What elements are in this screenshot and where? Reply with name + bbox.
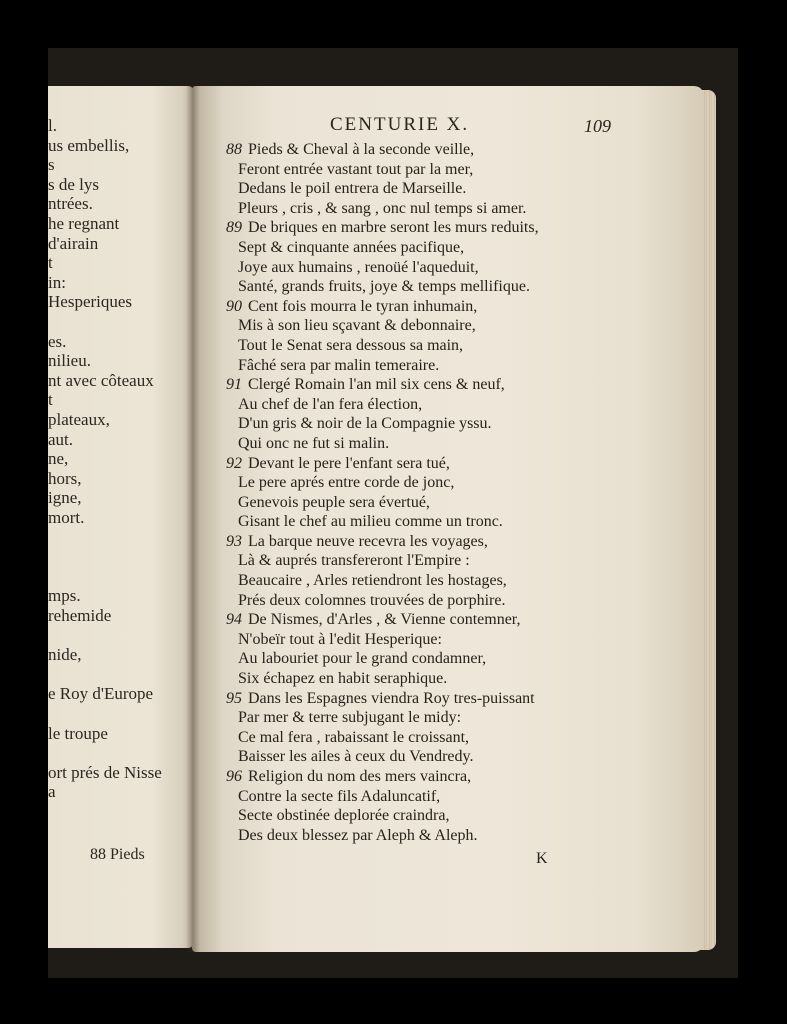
quatrain-number: 89 [226, 219, 242, 237]
verse-line [226, 767, 676, 787]
left-page-line: in: [48, 272, 66, 292]
verse-line [226, 238, 676, 258]
verse-text: Religion du nom des mers vaincra, [248, 768, 472, 785]
left-page-line: s de lys [48, 174, 99, 194]
left-page-line: plateaux, [48, 410, 110, 429]
left-page-line: l. [48, 116, 57, 135]
signature-mark: K [536, 850, 548, 867]
left-page-line: e Roy d'Europe [48, 684, 154, 704]
left-page-line: nilieu. [48, 351, 91, 371]
quatrain-number: 91 [226, 376, 242, 394]
verse-line [226, 199, 676, 219]
quatrain-number: 96 [226, 768, 242, 785]
verse-line [226, 140, 676, 160]
verse-text: Clergé Romain l'an mil six cens & neuf, [248, 376, 505, 394]
verse-line [226, 571, 676, 591]
verse-text: D'un gris & noir de la Compagnie yssu. [238, 415, 492, 433]
running-head: CENTURIE X. [330, 114, 470, 135]
verse-line [226, 493, 676, 513]
verse-text: Baisser les ailes à ceux du Vendredy. [238, 748, 474, 766]
verse-line [226, 689, 676, 709]
verse-text: Là & auprés transfereront l'Empire : [238, 552, 470, 570]
verse-line [226, 218, 676, 238]
verse-line [226, 454, 676, 474]
page-number: 109 [584, 116, 611, 136]
left-page-line: aut. [48, 429, 74, 449]
verse-line [226, 336, 676, 356]
right-page [192, 86, 704, 952]
left-page-line: nide, [48, 645, 82, 665]
verse-text: Contre la secte fils Adaluncatif, [238, 787, 441, 805]
verse-text: Mis à son lieu sçavant & debonnaire, [238, 317, 476, 335]
verse-line [226, 375, 676, 395]
quatrain-number: 90 [226, 297, 242, 315]
verse-line [226, 532, 676, 552]
verse-text: Dedans le poil entrera de Marseille. [238, 180, 467, 198]
left-page-line: es. [48, 331, 67, 351]
quatrain-number: 88 [226, 141, 242, 158]
verse-line [226, 297, 676, 317]
verse-line [226, 708, 676, 728]
verse-line [226, 610, 676, 630]
verse-text: La barque neuve recevra les voyages, [248, 532, 488, 550]
verse-text: Sept & cinquante années pacifique, [238, 238, 465, 256]
verse-text: Pieds & Cheval à la seconde veille, [248, 141, 475, 158]
verse-text: Par mer & terre subjugant le midy: [238, 709, 462, 727]
verse-text: Tout le Senat sera dessous sa main, [238, 336, 464, 354]
verse-text: De briques en marbre seront les murs reduits, [248, 219, 539, 237]
verse-text: Dans les Espagnes viendra Roy tres-puissant [248, 689, 535, 707]
verse-line [226, 258, 676, 278]
left-page-line: us embellis, [48, 135, 130, 155]
left-page-line: mort. [48, 508, 85, 527]
left-page-line: s [48, 155, 55, 175]
left-page-line: ort prés de Nisse [48, 762, 162, 782]
gutter-shadow [186, 86, 200, 952]
verse-text: Ce mal fera , rabaissant le croissant, [238, 728, 470, 746]
verse-line [226, 179, 676, 199]
verse-text: Genevois peuple sera évertué, [238, 493, 430, 511]
verse-line [226, 826, 676, 846]
left-page-line: a [48, 782, 56, 802]
verse-text: Devant le pere l'enfant sera tué, [248, 454, 450, 472]
verse-line [226, 395, 676, 415]
left-page-line: d'airain [48, 233, 99, 253]
verse-line [226, 356, 676, 376]
left-page-line: rehemide [48, 606, 112, 625]
quatrain-number: 92 [226, 454, 242, 472]
verse-line [226, 649, 676, 669]
verse-line [226, 473, 676, 493]
left-page-line: nt avec côteaux [48, 370, 154, 390]
left-page-line: le troupe [48, 723, 108, 743]
verse-line [226, 316, 676, 336]
left-page-line: ntrées. [48, 194, 93, 214]
verse-text: Joye aux humains , renoüé l'aqueduit, [238, 258, 479, 276]
quatrain-number: 93 [226, 532, 242, 550]
verse-text: Secte obstinée deplorée craindra, [238, 807, 450, 825]
left-page-line: t [48, 253, 53, 273]
verse-line [226, 728, 676, 748]
verse-text: De Nismes, d'Arles , & Vienne contemner, [248, 611, 521, 629]
verse-line [226, 277, 676, 297]
verse-text: Six échapez en habit seraphique. [238, 670, 448, 688]
verse-block [226, 140, 676, 845]
verse-text: Cent fois mourra le tyran inhumain, [248, 297, 478, 315]
verse-text: N'obeïr tout à l'edit Hesperique: [238, 630, 442, 648]
verse-line [226, 806, 676, 826]
verse-line [226, 591, 676, 611]
left-page-line: igne, [48, 488, 82, 508]
verse-text: Au chef de l'an fera élection, [238, 395, 423, 413]
verse-line [226, 414, 676, 434]
left-page-line: Hesperiques [48, 292, 133, 312]
verse-line [226, 512, 676, 532]
verse-line [226, 551, 676, 571]
left-page [48, 86, 194, 948]
verse-line [226, 630, 676, 650]
left-page-line: hors, [48, 468, 82, 488]
verse-line [226, 669, 676, 689]
quatrain-number: 95 [226, 689, 242, 707]
verse-line [226, 434, 676, 454]
verse-line [226, 747, 676, 767]
verse-text: Le pere aprés entre corde de jonc, [238, 474, 455, 492]
verse-text: Qui onc ne fut si malin. [238, 434, 390, 452]
left-page-line: he regnant [48, 214, 120, 233]
verse-line [226, 787, 676, 807]
verse-text: Gisant le chef au milieu comme un tronc. [238, 513, 503, 531]
left-page-line: ne, [48, 449, 69, 469]
verse-line [226, 160, 676, 180]
verse-text: Santé, grands fruits, joye & temps mellifique. [238, 278, 530, 296]
left-page-line: mps. [48, 586, 81, 606]
verse-text: Prés deux colomnes trouvées de porphire. [238, 591, 506, 609]
verse-text: Pleurs , cris , & sang , onc nul temps si amer. [238, 199, 527, 217]
verse-text: Feront entrée vastant tout par la mer, [238, 160, 474, 178]
verse-text: Fâché sera par malin temeraire. [238, 356, 440, 374]
verse-text: Beaucaire , Arles retiendront les hostages, [238, 572, 507, 590]
verse-text: Des deux blessez par Aleph & Aleph. [238, 826, 478, 844]
verse-text: Au labouriet pour le grand condamner, [238, 650, 487, 668]
quatrain-number: 94 [226, 611, 242, 629]
left-catchword: 88 Pieds [90, 846, 145, 863]
left-page-line: t [48, 390, 53, 410]
